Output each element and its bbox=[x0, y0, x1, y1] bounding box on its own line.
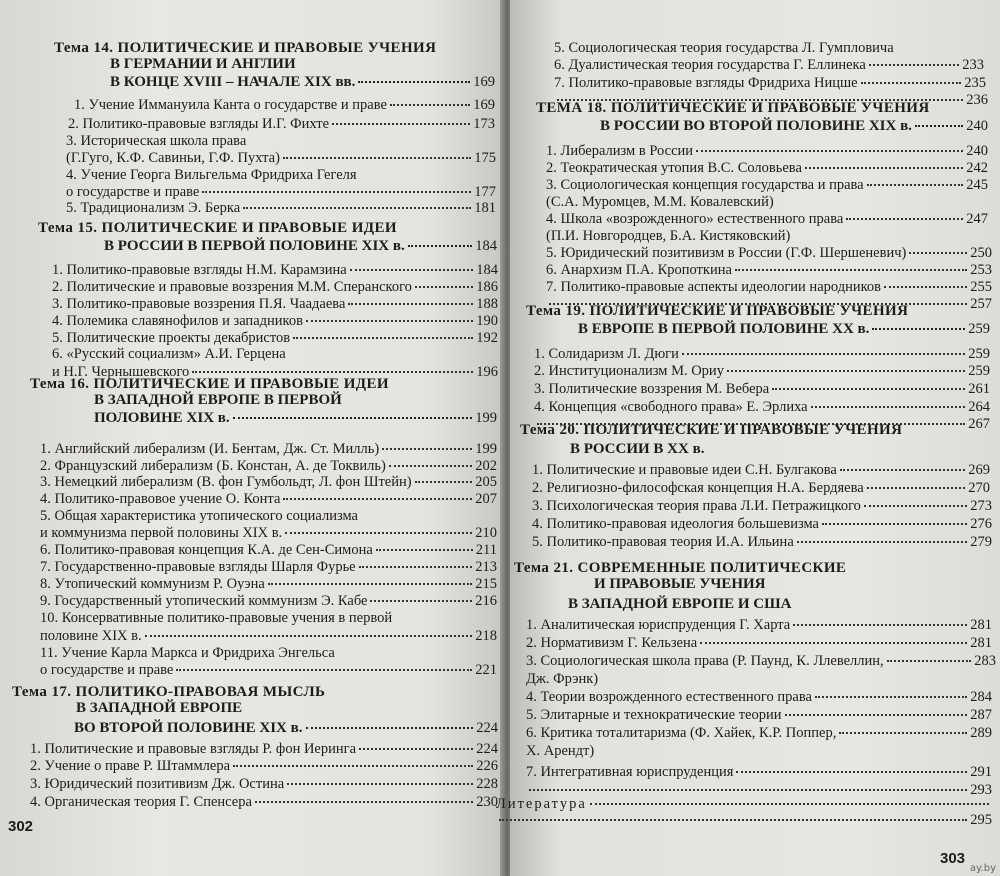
topic-17-line1: Тема 17. ПОЛИТИКО-ПРАВОВАЯ МЫСЛЬ bbox=[12, 684, 326, 700]
list-item: 6. Политико-правовая концепция К.А. де Сен-Симона 211 bbox=[40, 542, 497, 558]
list-item: 5. Политико-правовая теория И.А. Ильина 279 bbox=[532, 534, 992, 550]
list-item: 4. Теории возрожденного естественного права 284 bbox=[526, 689, 992, 705]
topic-16-line1: Тема 16. ПОЛИТИЧЕСКИЕ И ПРАВОВЫЕ ИДЕИ bbox=[30, 376, 389, 392]
list-item: 3. Историческая школа права bbox=[66, 133, 247, 149]
topic-14-line3: В КОНЦЕ XVIII – НАЧАЛЕ XIX вв. 169 bbox=[110, 74, 495, 90]
list-item: 2. Институционализм М. Ориу 259 bbox=[534, 363, 990, 379]
list-item: 10. Консервативные политико-правовые учения в первой bbox=[40, 610, 393, 626]
list-item: 3. Психологическая теория права Л.И. Петражицкого 273 bbox=[532, 498, 992, 514]
list-item: 4. Политико-правовая идеология большевизма 276 bbox=[532, 516, 992, 532]
list-item: 2. Политические и правовые воззрения М.М. Сперанского 186 bbox=[52, 279, 498, 295]
topic-18-line2: В РОССИИ ВО ВТОРОЙ ПОЛОВИНЕ XIX в. 240 bbox=[600, 118, 988, 134]
list-item: 2. Нормативизм Г. Кельзена 281 bbox=[526, 635, 992, 651]
page-number-left: 302 bbox=[8, 818, 34, 835]
topic-21-line3: В ЗАПАДНОЙ ЕВРОПЕ И США bbox=[568, 596, 792, 612]
topic-20-line1: Тема 20. ПОЛИТИЧЕСКИЕ И ПРАВОВЫЕ УЧЕНИЯ bbox=[520, 422, 903, 438]
topic-17-line2: В ЗАПАДНОЙ ЕВРОПЕ bbox=[76, 700, 243, 716]
list-item: 2. Теократическая утопия В.С. Соловьева 242 bbox=[546, 160, 988, 176]
topic-14-title bbox=[54, 40, 436, 72]
list-item: 1. Учение Иммануила Канта о государстве и праве 169 bbox=[74, 97, 495, 113]
list-item: 3. Социологическая школа права (Р. Паунд, К. Ллевеллин, 283 bbox=[526, 653, 996, 669]
list-item: 1. Английский либерализм (И. Бентам, Дж. Ст. Милль) 199 bbox=[40, 441, 497, 457]
topic-21-line1: Тема 21. СОВРЕМЕННЫЕ ПОЛИТИЧЕСКИЕ bbox=[514, 560, 847, 576]
list-item: 2. Французский либерализм (Б. Констан, А. де Токвиль) 202 bbox=[40, 458, 497, 474]
list-item: 1. Аналитическая юриспруденция Г. Харта 281 bbox=[526, 617, 992, 633]
list-item: 5. Политические проекты декабристов 192 bbox=[52, 330, 498, 346]
literature-page-line: 295 bbox=[496, 812, 992, 828]
list-item: 7. Интегративная юриспруденция 291 bbox=[526, 764, 992, 780]
topic-16-line3: ПОЛОВИНЕ XIX в. 199 bbox=[94, 410, 497, 426]
topic-15-line1: Тема 15. ПОЛИТИЧЕСКИЕ И ПРАВОВЫЕ ИДЕИ bbox=[38, 220, 397, 236]
list-item: 236 bbox=[554, 92, 988, 108]
topic-21-line2: И ПРАВОВЫЕ УЧЕНИЯ bbox=[594, 576, 766, 592]
list-item: 6. «Русский социализм» А.И. Герцена bbox=[52, 346, 286, 362]
literature-entry: Литература bbox=[496, 796, 992, 812]
list-item: 3. Юридический позитивизм Дж. Остина 228 bbox=[30, 776, 498, 792]
list-item: 6. Критика тоталитаризма (Ф. Хайек, К.Р. Поппер, 289 bbox=[526, 725, 992, 741]
topic-20-line2: В РОССИИ В XX в. bbox=[570, 441, 705, 457]
list-item: 4. Школа «возрожденного» естественного права 247 bbox=[546, 211, 988, 227]
list-item: 293 bbox=[526, 782, 992, 798]
list-item: 5. Социологическая теория государства Л. Гумпловича bbox=[554, 40, 894, 56]
topic-19-line2: В ЕВРОПЕ В ПЕРВОЙ ПОЛОВИНЕ XX в. 259 bbox=[578, 321, 990, 337]
list-item: и коммунизма первой половины XIX в. 210 bbox=[40, 525, 497, 541]
watermark: ay.by bbox=[969, 863, 996, 874]
list-item: 1. Политические и правовые взгляды Р. фон Иеринга 224 bbox=[30, 741, 498, 757]
list-item: 6. Дуалистическая теория государства Г. Еллинека 233 bbox=[554, 57, 984, 73]
list-item: половине XIX в. 218 bbox=[40, 628, 497, 644]
list-item: 257 bbox=[546, 296, 992, 312]
list-item: 3. Немецкий либерализм (В. фон Гумбольдт, Л. фон Штейн) 205 bbox=[40, 474, 497, 490]
list-item: 11. Учение Карла Маркса и Фридриха Энгельса bbox=[40, 645, 335, 661]
topic-21-title bbox=[514, 560, 846, 592]
list-item: Х. Арендт) bbox=[526, 743, 595, 759]
list-item: 7. Политико-правовые аспекты идеологии народников 255 bbox=[546, 279, 992, 295]
list-item: 4. Политико-правовое учение О. Конта 207 bbox=[40, 491, 497, 507]
topic-19-title bbox=[526, 303, 908, 319]
list-item: 5. Элитарные и технократические теории 287 bbox=[526, 707, 992, 723]
list-item: 7. Государственно-правовые взгляды Шарля Фурье 213 bbox=[40, 559, 497, 575]
topic-17-title bbox=[12, 684, 325, 716]
list-item: 1. Либерализм в России 240 bbox=[546, 143, 988, 159]
topic-18-title bbox=[536, 100, 930, 116]
list-item: 4. Учение Георга Вильгельма Фридриха Гегеля bbox=[66, 167, 357, 183]
list-item: 267 bbox=[534, 416, 990, 432]
list-item: 3. Политико-правовые воззрения П.Я. Чаадаева 188 bbox=[52, 296, 498, 312]
page-number-right: 303 bbox=[940, 850, 966, 867]
topic-16-title bbox=[30, 376, 389, 408]
list-item: 1. Солидаризм Л. Дюги 259 bbox=[534, 346, 990, 362]
list-item: 2. Религиозно-философская концепция Н.А. Бердяева 270 bbox=[532, 480, 990, 496]
list-item: и Н.Г. Чернышевского 196 bbox=[52, 364, 498, 380]
list-item: 1. Политико-правовые взгляды Н.М. Карамзина 184 bbox=[52, 262, 498, 278]
list-item: 1. Политические и правовые идеи С.Н. Булгакова 269 bbox=[532, 462, 990, 478]
list-item: 5. Общая характеристика утопического социализма bbox=[40, 508, 358, 524]
right-page bbox=[496, 0, 1000, 876]
topic-17-line3: ВО ВТОРОЙ ПОЛОВИНЕ XIX в. 224 bbox=[74, 720, 498, 736]
topic-14-line1: Тема 14. ПОЛИТИЧЕСКИЕ И ПРАВОВЫЕ УЧЕНИЯ bbox=[54, 40, 437, 56]
list-item: 4. Концепция «свободного права» Е. Эрлиха 264 bbox=[534, 399, 990, 415]
list-item: 4. Полемика славянофилов и западников 190 bbox=[52, 313, 498, 329]
topic-16-line2: В ЗАПАДНОЙ ЕВРОПЕ В ПЕРВОЙ bbox=[94, 392, 342, 408]
topic-19-line1: Тема 19. ПОЛИТИЧЕСКИЕ И ПРАВОВЫЕ УЧЕНИЯ bbox=[526, 303, 909, 319]
list-item: о государстве и праве 177 bbox=[66, 184, 496, 200]
list-item: 9. Государственный утопический коммунизм Э. Кабе 216 bbox=[40, 593, 497, 609]
list-item: 6. Анархизм П.А. Кропоткина 253 bbox=[546, 262, 992, 278]
list-item: 8. Утопический коммунизм Р. Оуэна 215 bbox=[40, 576, 497, 592]
list-item: 5. Традиционализм Э. Берка 181 bbox=[66, 200, 496, 216]
topic-18-line1: ТЕМА 18. ПОЛИТИЧЕСКИЕ И ПРАВОВЫЕ УЧЕНИЯ bbox=[536, 100, 930, 116]
list-item: (П.И. Новгородцев, Б.А. Кистяковский) bbox=[546, 228, 791, 244]
list-item: 7. Политико-правовые взгляды Фридриха Ницше 235 bbox=[554, 75, 986, 91]
list-item: (Г.Гуго, К.Ф. Савиньи, Г.Ф. Пухта) 175 bbox=[66, 150, 496, 166]
list-item: 3. Социологическая концепция государства и права 245 bbox=[546, 177, 988, 193]
list-item: 2. Политико-правовые взгляды И.Г. Фихте 173 bbox=[68, 116, 495, 132]
list-item: 5. Юридический позитивизм в России (Г.Ф. Шершеневич) 250 bbox=[546, 245, 992, 261]
list-item: 4. Органическая теория Г. Спенсера 230 bbox=[30, 794, 498, 810]
topic-15-title bbox=[38, 220, 397, 236]
list-item: 2. Учение о праве Р. Штаммлера 226 bbox=[30, 758, 498, 774]
list-item: Дж. Фрэнк) bbox=[526, 671, 599, 687]
topic-14-line2: В ГЕРМАНИИ И АНГЛИИ bbox=[110, 56, 296, 72]
list-item: (С.А. Муромцев, М.М. Ковалевский) bbox=[546, 194, 774, 210]
topic-20-title bbox=[520, 422, 902, 438]
list-item: о государстве и праве 221 bbox=[40, 662, 497, 678]
topic-15-line2: В РОССИИ В ПЕРВОЙ ПОЛОВИНЕ XIX в. 184 bbox=[104, 238, 497, 254]
list-item: 3. Политические воззрения М. Вебера 261 bbox=[534, 381, 990, 397]
